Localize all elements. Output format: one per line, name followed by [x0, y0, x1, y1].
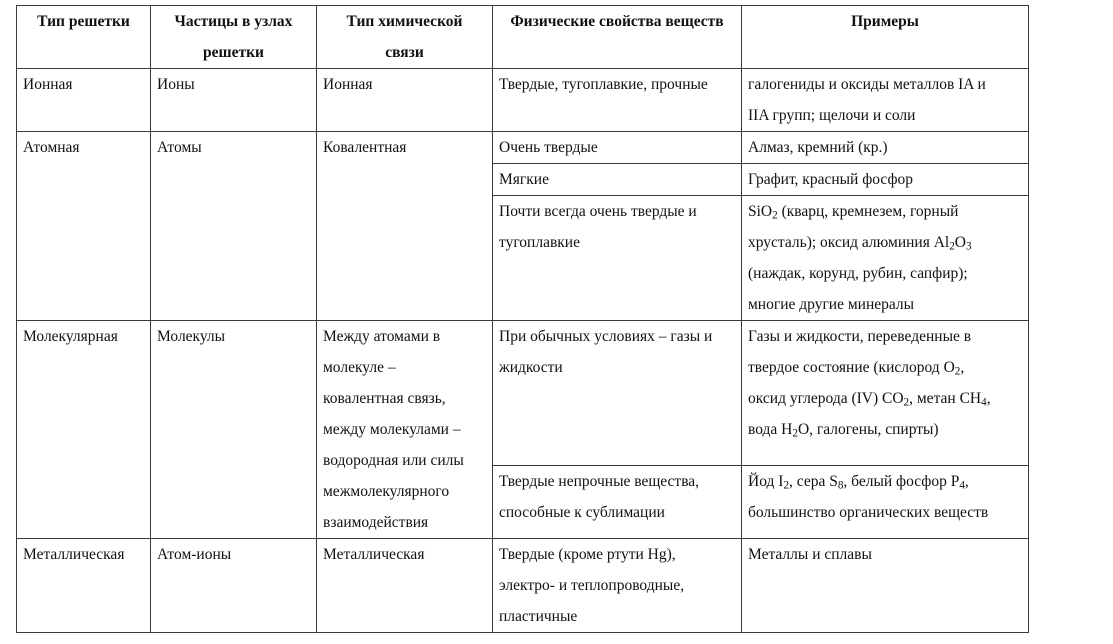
- example-line: твердое состояние (кислород $O_2$,: [748, 359, 965, 378]
- header-examples: Примеры: [742, 6, 1029, 69]
- header-properties: Физические свойства веществ: [493, 6, 742, 69]
- cell-properties-atomic-3: Почти всегда очень твердые и тугоплавкие: [493, 196, 742, 321]
- cell-bond-ionic: Ионная: [317, 69, 493, 132]
- example-line: вода $H_2O$, галогены, спирты): [748, 421, 939, 440]
- table-row-ionic: [17, 69, 1029, 132]
- cell-examples-ionic: галогениды и оксиды металлов IA и IIA групп; щелочи и соли: [742, 69, 1029, 132]
- cell-type-molecular: Молекулярная: [17, 321, 151, 539]
- cell-type-ionic: Ионная: [17, 69, 151, 132]
- cell-particles-atomic: Атомы: [151, 132, 317, 321]
- cell-bond-atomic: Ковалентная: [317, 132, 493, 321]
- cell-particles-molecular: Молекулы: [151, 321, 317, 539]
- cell-properties-ionic: Твердые, тугоплавкие, прочные: [493, 69, 742, 132]
- cell-examples-atomic-1: Алмаз, кремний (кр.): [742, 132, 1029, 164]
- cell-examples-molecular-2: Йод $I_2$, сера $S_8$, белый фосфор $P_4$, большинство органических веществ: [742, 465, 1029, 538]
- cell-type-metallic: Металлическая: [17, 539, 151, 633]
- header-bond-type: Тип химической связи: [317, 6, 493, 69]
- cell-examples-metallic: Металлы и сплавы: [742, 539, 1029, 633]
- example-line: SiO$_2$ (кварц, кремнезем, горный: [748, 203, 959, 222]
- example-line: Йод $I_2$, сера $S_8$, белый фосфор $P_4$,: [748, 472, 969, 492]
- cell-examples-atomic-3: SiO$_2$ (кварц, кремнезем, горный хрусталь); оксид алюминия $Al_2O_3$ (наждак, корунд, рубин, сапфир); многие другие минералы: [742, 196, 1029, 321]
- example-line: оксид углерода (IV) $CO_2$, метан $CH_4$,: [748, 390, 991, 409]
- cell-examples-atomic-2: Графит, красный фосфор: [742, 164, 1029, 196]
- lattice-types-table: [16, 5, 1029, 633]
- header-particles: Частицы в узлах решетки: [151, 6, 317, 69]
- cell-particles-metallic: Атом-ионы: [151, 539, 317, 633]
- table-wrapper: [16, 5, 1029, 633]
- cell-bond-molecular: Между атомами в молекуле – ковалентная связь, между молекулами – водородная или силы межмолекулярного взаимодействия: [317, 321, 493, 539]
- header-row: [17, 6, 1029, 69]
- example-line: хрусталь); оксид алюминия $Al_2O_3$: [748, 234, 972, 253]
- cell-properties-metallic: Твердые (кроме ртути Hg), электро- и теплопроводные, пластичные: [493, 539, 742, 633]
- cell-properties-atomic-2: Мягкие: [493, 164, 742, 196]
- cell-type-atomic: Атомная: [17, 132, 151, 321]
- cell-particles-ionic: Ионы: [151, 69, 317, 132]
- cell-examples-molecular-1: Газы и жидкости, переведенные в твердое состояние (кислород $O_2$, оксид углерода (IV) $CO_2$, метан $CH_4$, вода $H_2O$, галогены, спирты): [742, 321, 1029, 466]
- cell-properties-molecular-1: При обычных условиях – газы и жидкости: [493, 321, 742, 466]
- table-row-metallic: [17, 539, 1029, 633]
- header-lattice-type: Тип решетки: [17, 6, 151, 69]
- cell-properties-atomic-1: Очень твердые: [493, 132, 742, 164]
- table-row-molecular-1: [17, 321, 1029, 466]
- cell-properties-molecular-2: Твердые непрочные вещества, способные к сублимации: [493, 465, 742, 538]
- table-row-atomic-1: [17, 132, 1029, 164]
- cell-bond-metallic: Металлическая: [317, 539, 493, 633]
